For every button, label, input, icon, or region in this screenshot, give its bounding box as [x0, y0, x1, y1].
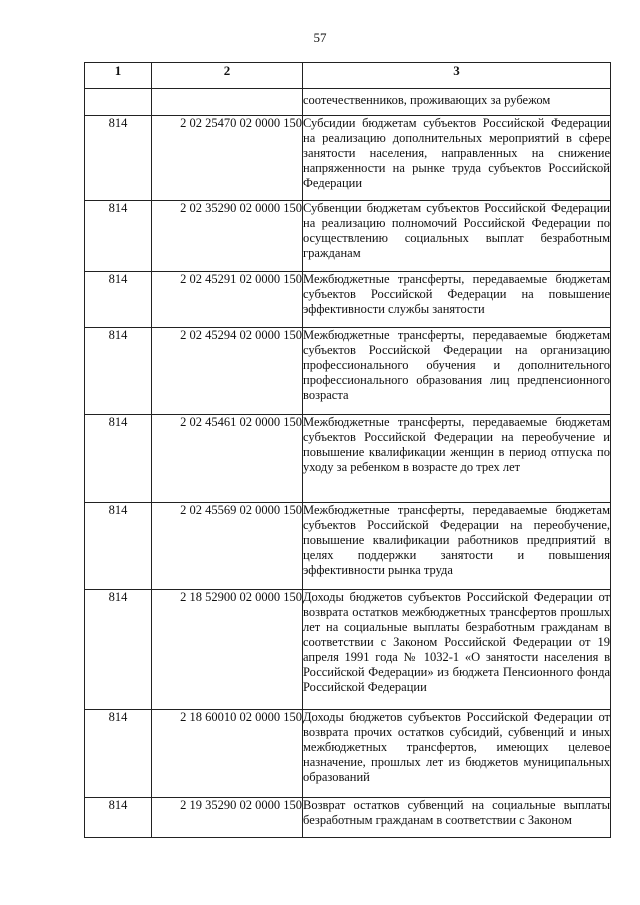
revenue-name-cell: Доходы бюджетов субъектов Российской Федерации от возврата остатков межбюджетных трансфертов прошлых лет на социальные выплаты безработным гражданам в соответствии с Законом Российской Федерации от 19 апреля 1991 года № 1032-1 «О занятости населения в Российской Федерации» из бюджета Пенсионного фонда Российской Федерации: [303, 590, 611, 710]
admin-code-cell: 814: [85, 272, 152, 328]
admin-code-cell: 814: [85, 798, 152, 838]
kbk-code-cell: 2 02 45461 02 0000 150: [152, 415, 303, 503]
header-col-1: 1: [85, 63, 152, 89]
table-row: [85, 116, 611, 201]
kbk-code-cell: [152, 89, 303, 116]
table-row: [85, 89, 611, 116]
kbk-code-cell: 2 18 52900 02 0000 150: [152, 590, 303, 710]
admin-code-cell: 814: [85, 710, 152, 798]
admin-code-cell: 814: [85, 415, 152, 503]
page-number: 57: [313, 30, 327, 45]
revenue-name-cell: соотечественников, проживающих за рубежом: [303, 89, 611, 116]
table-header-row: [85, 63, 611, 89]
revenue-name-cell: Субсидии бюджетам субъектов Российской Федерации на реализацию дополнительных мероприятий в сфере занятости населения, направленных на снижение напряженности на рынке труда субъектов Российской Федерации: [303, 116, 611, 201]
revenue-name-cell: Доходы бюджетов субъектов Российской Федерации от возврата прочих остатков субсидий, субвенций и иных межбюджетных трансфертов, имеющих целевое назначение, прошлых лет из бюджетов муниципальных образований: [303, 710, 611, 798]
revenue-name-cell: Возврат остатков субвенций на социальные выплаты безработным гражданам в соответствии с Законом: [303, 798, 611, 838]
kbk-code-cell: 2 02 35290 02 0000 150: [152, 201, 303, 272]
budget-classification-table: [84, 62, 611, 838]
table-row: [85, 328, 611, 415]
table-row: [85, 798, 611, 838]
revenue-name-cell: Субвенции бюджетам субъектов Российской Федерации на реализацию полномочий Российской Федерации по осуществлению социальных выплат безработным гражданам: [303, 201, 611, 272]
table-row: [85, 272, 611, 328]
admin-code-cell: 814: [85, 116, 152, 201]
table-row: [85, 590, 611, 710]
kbk-code-cell: 2 02 25470 02 0000 150: [152, 116, 303, 201]
header-col-3: 3: [303, 63, 611, 89]
table-row: [85, 503, 611, 590]
admin-code-cell: 814: [85, 201, 152, 272]
revenue-name-cell: Межбюджетные трансферты, передаваемые бюджетам субъектов Российской Федерации на повышение эффективности службы занятости: [303, 272, 611, 328]
table-row: [85, 415, 611, 503]
kbk-code-cell: 2 02 45294 02 0000 150: [152, 328, 303, 415]
admin-code-cell: 814: [85, 503, 152, 590]
admin-code-cell: [85, 89, 152, 116]
admin-code-cell: 814: [85, 328, 152, 415]
table-row: [85, 710, 611, 798]
kbk-code-cell: 2 18 60010 02 0000 150: [152, 710, 303, 798]
admin-code-cell: 814: [85, 590, 152, 710]
kbk-code-cell: 2 02 45569 02 0000 150: [152, 503, 303, 590]
revenue-name-cell: Межбюджетные трансферты, передаваемые бюджетам субъектов Российской Федерации на переобучение, повышение квалификации работников предприятий в целях поддержки занятости и повышения эффективности рынка труда: [303, 503, 611, 590]
revenue-name-cell: Межбюджетные трансферты, передаваемые бюджетам субъектов Российской Федерации на переобучение и повышение квалификации женщин в период отпуска по уходу за ребенком в возрасте до трех лет: [303, 415, 611, 503]
revenue-name-cell: Межбюджетные трансферты, передаваемые бюджетам субъектов Российской Федерации на организацию профессионального обучения и дополнительного профессионального образования лиц предпенсионного возраста: [303, 328, 611, 415]
header-col-2: 2: [152, 63, 303, 89]
kbk-code-cell: 2 19 35290 02 0000 150: [152, 798, 303, 838]
table-row: [85, 201, 611, 272]
kbk-code-cell: 2 02 45291 02 0000 150: [152, 272, 303, 328]
